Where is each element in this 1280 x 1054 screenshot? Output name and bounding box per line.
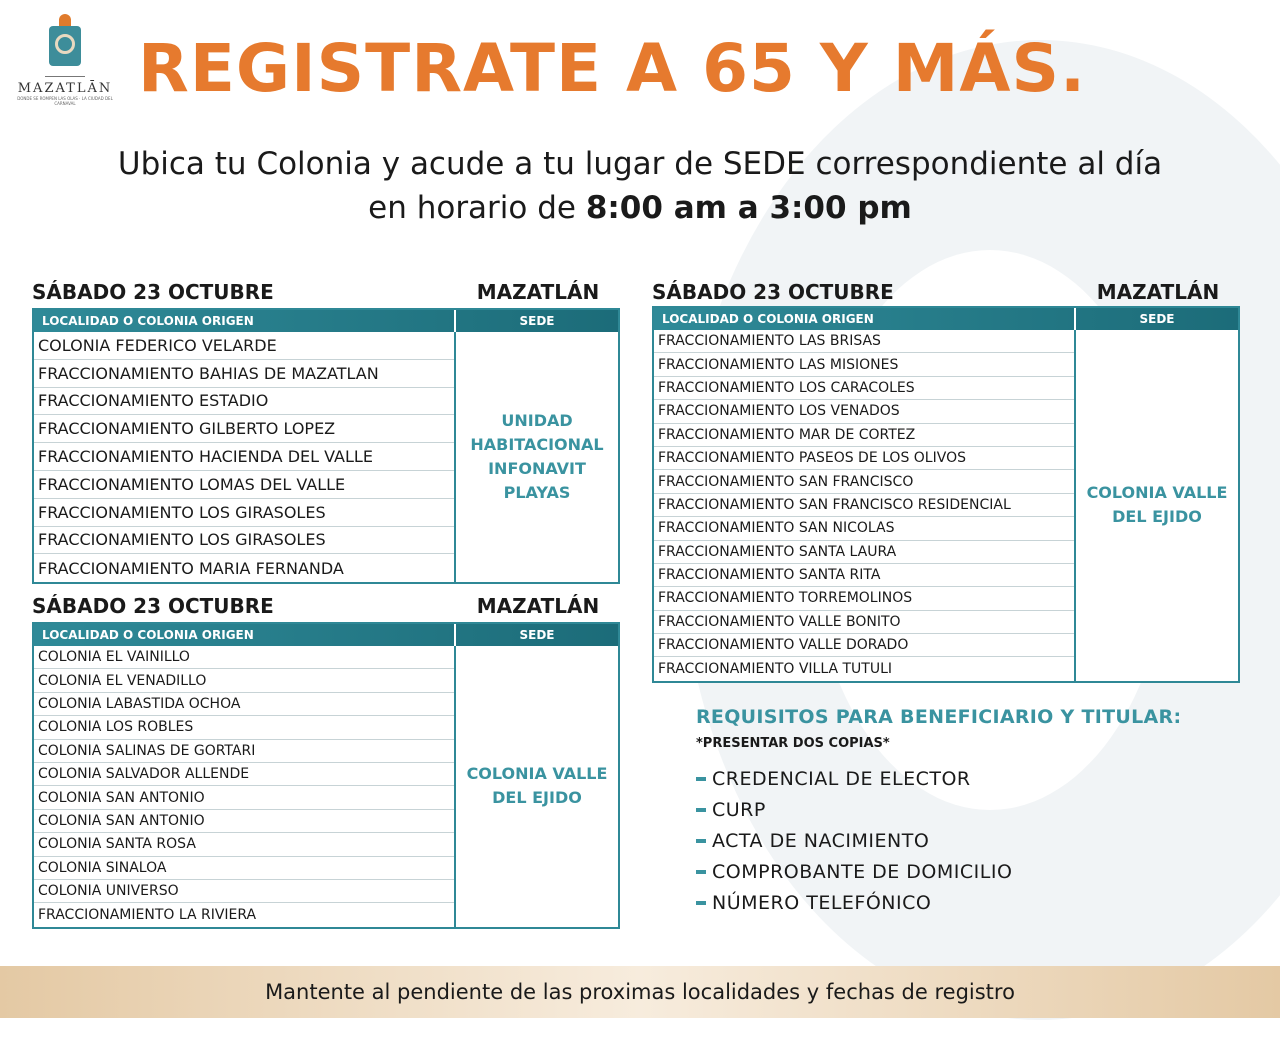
requirements-title: REQUISITOS PARA BENEFICIARIO Y TITULAR:: [696, 706, 1182, 728]
origin-list: [34, 332, 456, 582]
table-row: FRACCIONAMIENTO SAN FRANCISCO RESIDENCIAL: [654, 494, 1074, 517]
table-row: COLONIA EL VAINILLO: [34, 646, 454, 669]
table-row: COLONIA EL VENADILLO: [34, 669, 454, 692]
table-row: COLONIA LABASTIDA OCHOA: [34, 693, 454, 716]
logo-name: MAZATLĀN: [17, 81, 113, 96]
requirement-item: [696, 856, 1256, 887]
table-row: COLONIA SINALOA: [34, 857, 454, 880]
table: [32, 308, 620, 584]
table-row: FRACCIONAMIENTO SAN NICOLAS: [654, 517, 1074, 540]
table-date: SÁBADO 23 OCTUBRE: [32, 280, 274, 304]
table-row: COLONIA SALVADOR ALLENDE: [34, 763, 454, 786]
requirement-item: [696, 887, 1256, 918]
table-row: FRACCIONAMIENTO VILLA TUTULI: [658, 661, 893, 678]
lighthouse-icon: [45, 14, 85, 70]
table-row: FRACCIONAMIENTO LOS CARACOLES: [654, 377, 1074, 400]
table-row: FRACCIONAMIENTO MAR DE CORTEZ: [654, 424, 1074, 447]
table-row: FRACCIONAMIENTO SANTA RITA: [654, 564, 1074, 587]
table-row: FRACCIONAMIENTO LOS GIRASOLES: [34, 499, 454, 527]
table-row: COLONIA SALINAS DE GORTARI: [34, 740, 454, 763]
table-row: FRACCIONAMIENTO VALLE BONITO: [654, 611, 1074, 634]
subtitle-line-2: [0, 186, 1280, 230]
origin-list: [34, 646, 456, 927]
schedule-hours: 8:00 am a 3:00 pm: [585, 190, 912, 226]
table-row: COLONIA SAN ANTONIO: [34, 810, 454, 833]
table-row: FRACCIONAMIENTO HACIENDA DEL VALLE: [34, 443, 454, 471]
table-row: FRACCIONAMIENTO VALLE DORADO: [654, 634, 1074, 657]
table-row: FRACCIONAMIENTO LOS GIRASOLES: [34, 527, 454, 555]
subtitle-prefix: en horario de: [368, 190, 586, 226]
table-row: COLONIA UNIVERSO: [34, 880, 454, 903]
requirements-list: [696, 763, 1256, 918]
subtitle-line-1: Ubica tu Colonia y acude a tu lugar de SEDE correspondiente al día: [117, 146, 1163, 182]
table-row: FRACCIONAMIENTO LA RIVIERA: [38, 906, 257, 923]
table-row: COLONIA SANTA ROSA: [34, 833, 454, 856]
table-header-row: [654, 308, 1238, 330]
dash-bullet-icon: [696, 870, 706, 874]
table-row: FRACCIONAMIENTO GILBERTO LOPEZ: [34, 415, 454, 443]
table: [32, 622, 620, 929]
table-row: COLONIA FEDERICO VELARDE: [34, 332, 454, 360]
requirement-label: NÚMERO TELEFÓNICO: [712, 891, 932, 914]
requirement-item: [696, 763, 1256, 794]
table-row: FRACCIONAMIENTO LAS MISIONES: [654, 353, 1074, 376]
requirement-label: ACTA DE NACIMIENTO: [712, 829, 930, 852]
column-header-origin: LOCALIDAD O COLONIA ORIGEN: [34, 310, 456, 332]
table-row: FRACCIONAMIENTO TORREMOLINOS: [654, 587, 1074, 610]
column-header-origin: LOCALIDAD O COLONIA ORIGEN: [654, 308, 1076, 330]
column-header-sede: SEDE: [519, 314, 555, 328]
table-row: FRACCIONAMIENTO LAS BRISAS: [654, 330, 1074, 353]
dash-bullet-icon: [696, 777, 706, 781]
table-header-row: [34, 624, 618, 646]
table-row: FRACCIONAMIENTO MARIA FERNANDA: [38, 558, 344, 578]
table-row: FRACCIONAMIENTO BAHIAS DE MAZATLAN: [34, 360, 454, 388]
table-city: MAZATLÁN: [1096, 280, 1220, 304]
requirements-section: [696, 706, 1256, 918]
schedule-table-2: [32, 594, 620, 929]
page-title: REGISTRATE A 65 Y MÁS.: [138, 30, 1087, 107]
requirement-item: [696, 794, 1256, 825]
table-row: FRACCIONAMIENTO SANTA LAURA: [654, 541, 1074, 564]
requirement-label: CREDENCIAL DE ELECTOR: [712, 767, 971, 790]
logo-tagline: DONDE SE ROMPEN LAS OLAS · LA CIUDAD DEL CARNAVAL: [17, 96, 113, 106]
column-header-sede: SEDE: [519, 628, 555, 642]
sede-cell: UNIDAD HABITACIONAL INFONAVIT PLAYAS: [470, 411, 604, 503]
sede-cell: COLONIA VALLE DEL EJIDO: [1086, 483, 1228, 527]
table-city: MAZATLÁN: [476, 594, 600, 618]
mazatlan-logo: [10, 10, 120, 120]
table-city: MAZATLÁN: [476, 280, 600, 304]
table-row: FRACCIONAMIENTO PASEOS DE LOS OLIVOS: [654, 447, 1074, 470]
table-row: FRACCIONAMIENTO ESTADIO: [34, 388, 454, 416]
requirements-note: *PRESENTAR DOS COPIAS*: [696, 736, 890, 751]
footer-banner: Mantente al pendiente de las proximas localidades y fechas de registro: [0, 966, 1280, 1018]
table-row: FRACCIONAMIENTO LOS VENADOS: [654, 400, 1074, 423]
dash-bullet-icon: [696, 839, 706, 843]
table-row: FRACCIONAMIENTO LOMAS DEL VALLE: [34, 471, 454, 499]
column-header-origin: LOCALIDAD O COLONIA ORIGEN: [34, 624, 456, 646]
sede-cell: COLONIA VALLE DEL EJIDO: [466, 764, 608, 808]
subtitle: [0, 142, 1280, 230]
origin-list: [654, 330, 1076, 681]
dash-bullet-icon: [696, 901, 706, 905]
column-header-sede: SEDE: [1139, 312, 1175, 326]
table-row: COLONIA SAN ANTONIO: [34, 786, 454, 809]
requirement-label: CURP: [712, 798, 766, 821]
table-row: FRACCIONAMIENTO SAN FRANCISCO: [654, 470, 1074, 493]
dash-bullet-icon: [696, 808, 706, 812]
schedule-table-3: [652, 280, 1240, 683]
schedule-table-1: [32, 280, 620, 584]
table-row: COLONIA LOS ROBLES: [34, 716, 454, 739]
table: [652, 306, 1240, 683]
requirement-label: COMPROBANTE DE DOMICILIO: [712, 860, 1013, 883]
table-date: SÁBADO 23 OCTUBRE: [32, 594, 274, 618]
table-date: SÁBADO 23 OCTUBRE: [652, 280, 894, 304]
requirement-item: [696, 825, 1256, 856]
table-header-row: [34, 310, 618, 332]
